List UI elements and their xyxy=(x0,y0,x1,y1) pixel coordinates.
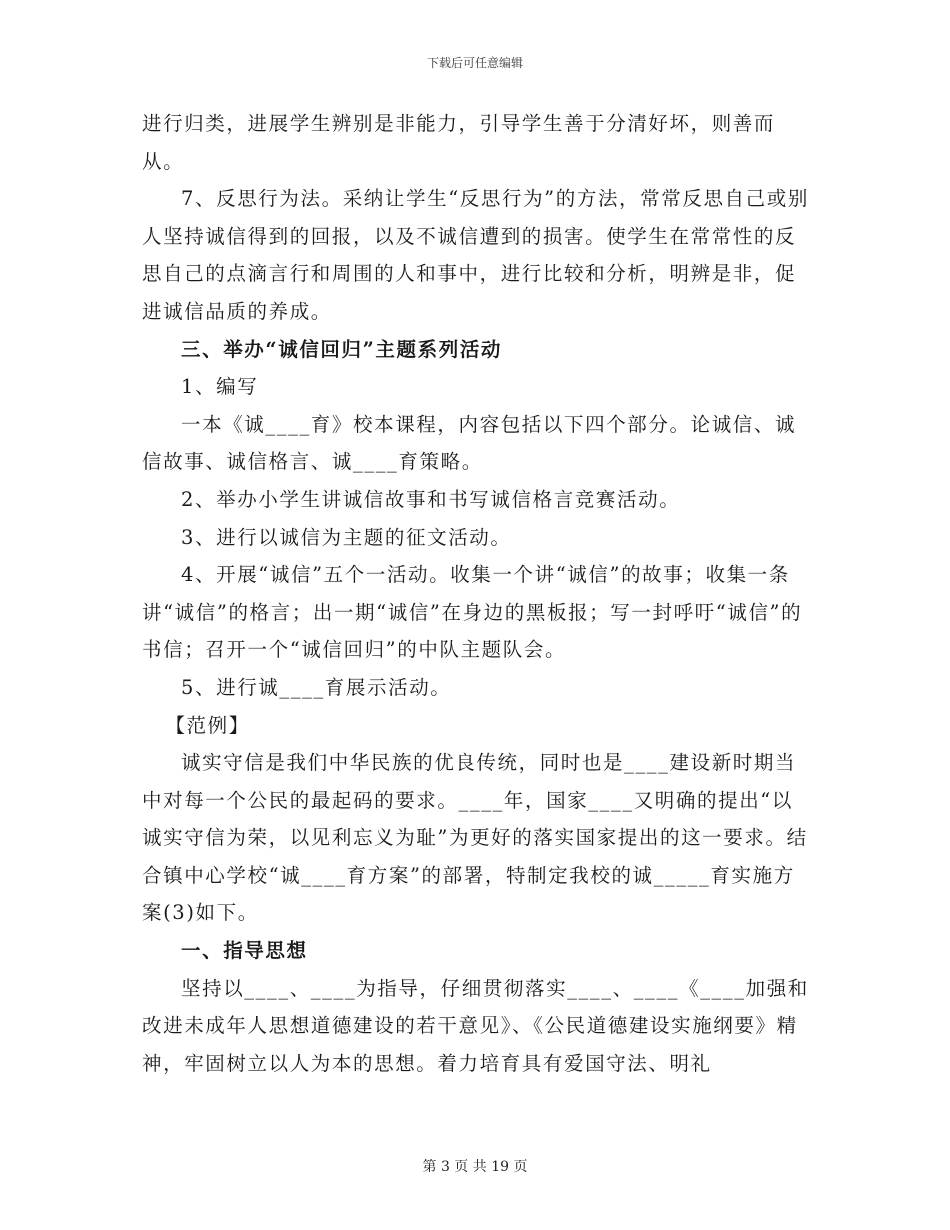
paragraph-13: 坚持以____、____为指导，仔细贯彻落实____、____《____加强和改进未成年人思想道德建设的若干意见》、《公民道德建设实施纲要》精神，牢固树立以人为本的思想。着力培育具有爱国守法、明礼 xyxy=(142,976,809,1075)
paragraph-2: 7、反思行为法。采纳让学生“反思行为”的方法，常常反思自己或别人坚持诚信得到的回报，以及不诚信遭到的损害。使学生在常常性的反思自己的点滴言行和周围的人和事中，进行比较和分析，明辨是非，促进诚信品质的养成。 xyxy=(142,187,809,323)
example-label: 【范例】 xyxy=(165,713,250,737)
paragraph-6: 2、举办小学生讲诚信故事和书写诚信格言竞赛活动。 xyxy=(181,487,681,511)
paragraph-1: 进行归类，进展学生辨别是非能力，引导学生善于分清好坏，则善而从。 xyxy=(142,112,776,173)
section-heading-3: 三、举办“诚信回归”主题系列活动 xyxy=(181,337,503,361)
paragraph-4: 1、编写 xyxy=(181,375,259,399)
paragraph-9: 5、进行诚____育展示活动。 xyxy=(181,675,452,699)
document-body xyxy=(142,105,810,1082)
page-header: 下载后可任意编辑 xyxy=(426,56,523,70)
section-heading-1: 一、指导思想 xyxy=(181,939,308,963)
page-footer: 第 3 页 共 19 页 xyxy=(422,1159,528,1175)
paragraph-11: 诚实守信是我们中华民族的优良传统，同时也是____建设新时期当中对每一个公民的最起码的要求。____年，国家____又明确的提出“以诚实守信为荣，以见利忘义为耻”为更好的落实国家提出的这一要求。结合镇中心学校“诚____育方案”的部署，特制定我校的诚_____育实施方案(3)如下。 xyxy=(142,751,808,925)
paragraph-5: 一本《诚____育》校本课程，内容包括以下四个部分。论诚信、诚信故事、诚信格言、诚____育策略。 xyxy=(142,412,797,474)
paragraph-7: 3、进行以诚信为主题的征文活动。 xyxy=(181,525,512,549)
paragraph-8: 4、开展“诚信”五个一活动。收集一个讲“诚信”的故事；收集一条讲“诚信”的格言；出一期“诚信”在身边的黑板报；写一封呼吁“诚信”的书信；召开一个“诚信回归”的中队主题队会。 xyxy=(142,563,803,662)
